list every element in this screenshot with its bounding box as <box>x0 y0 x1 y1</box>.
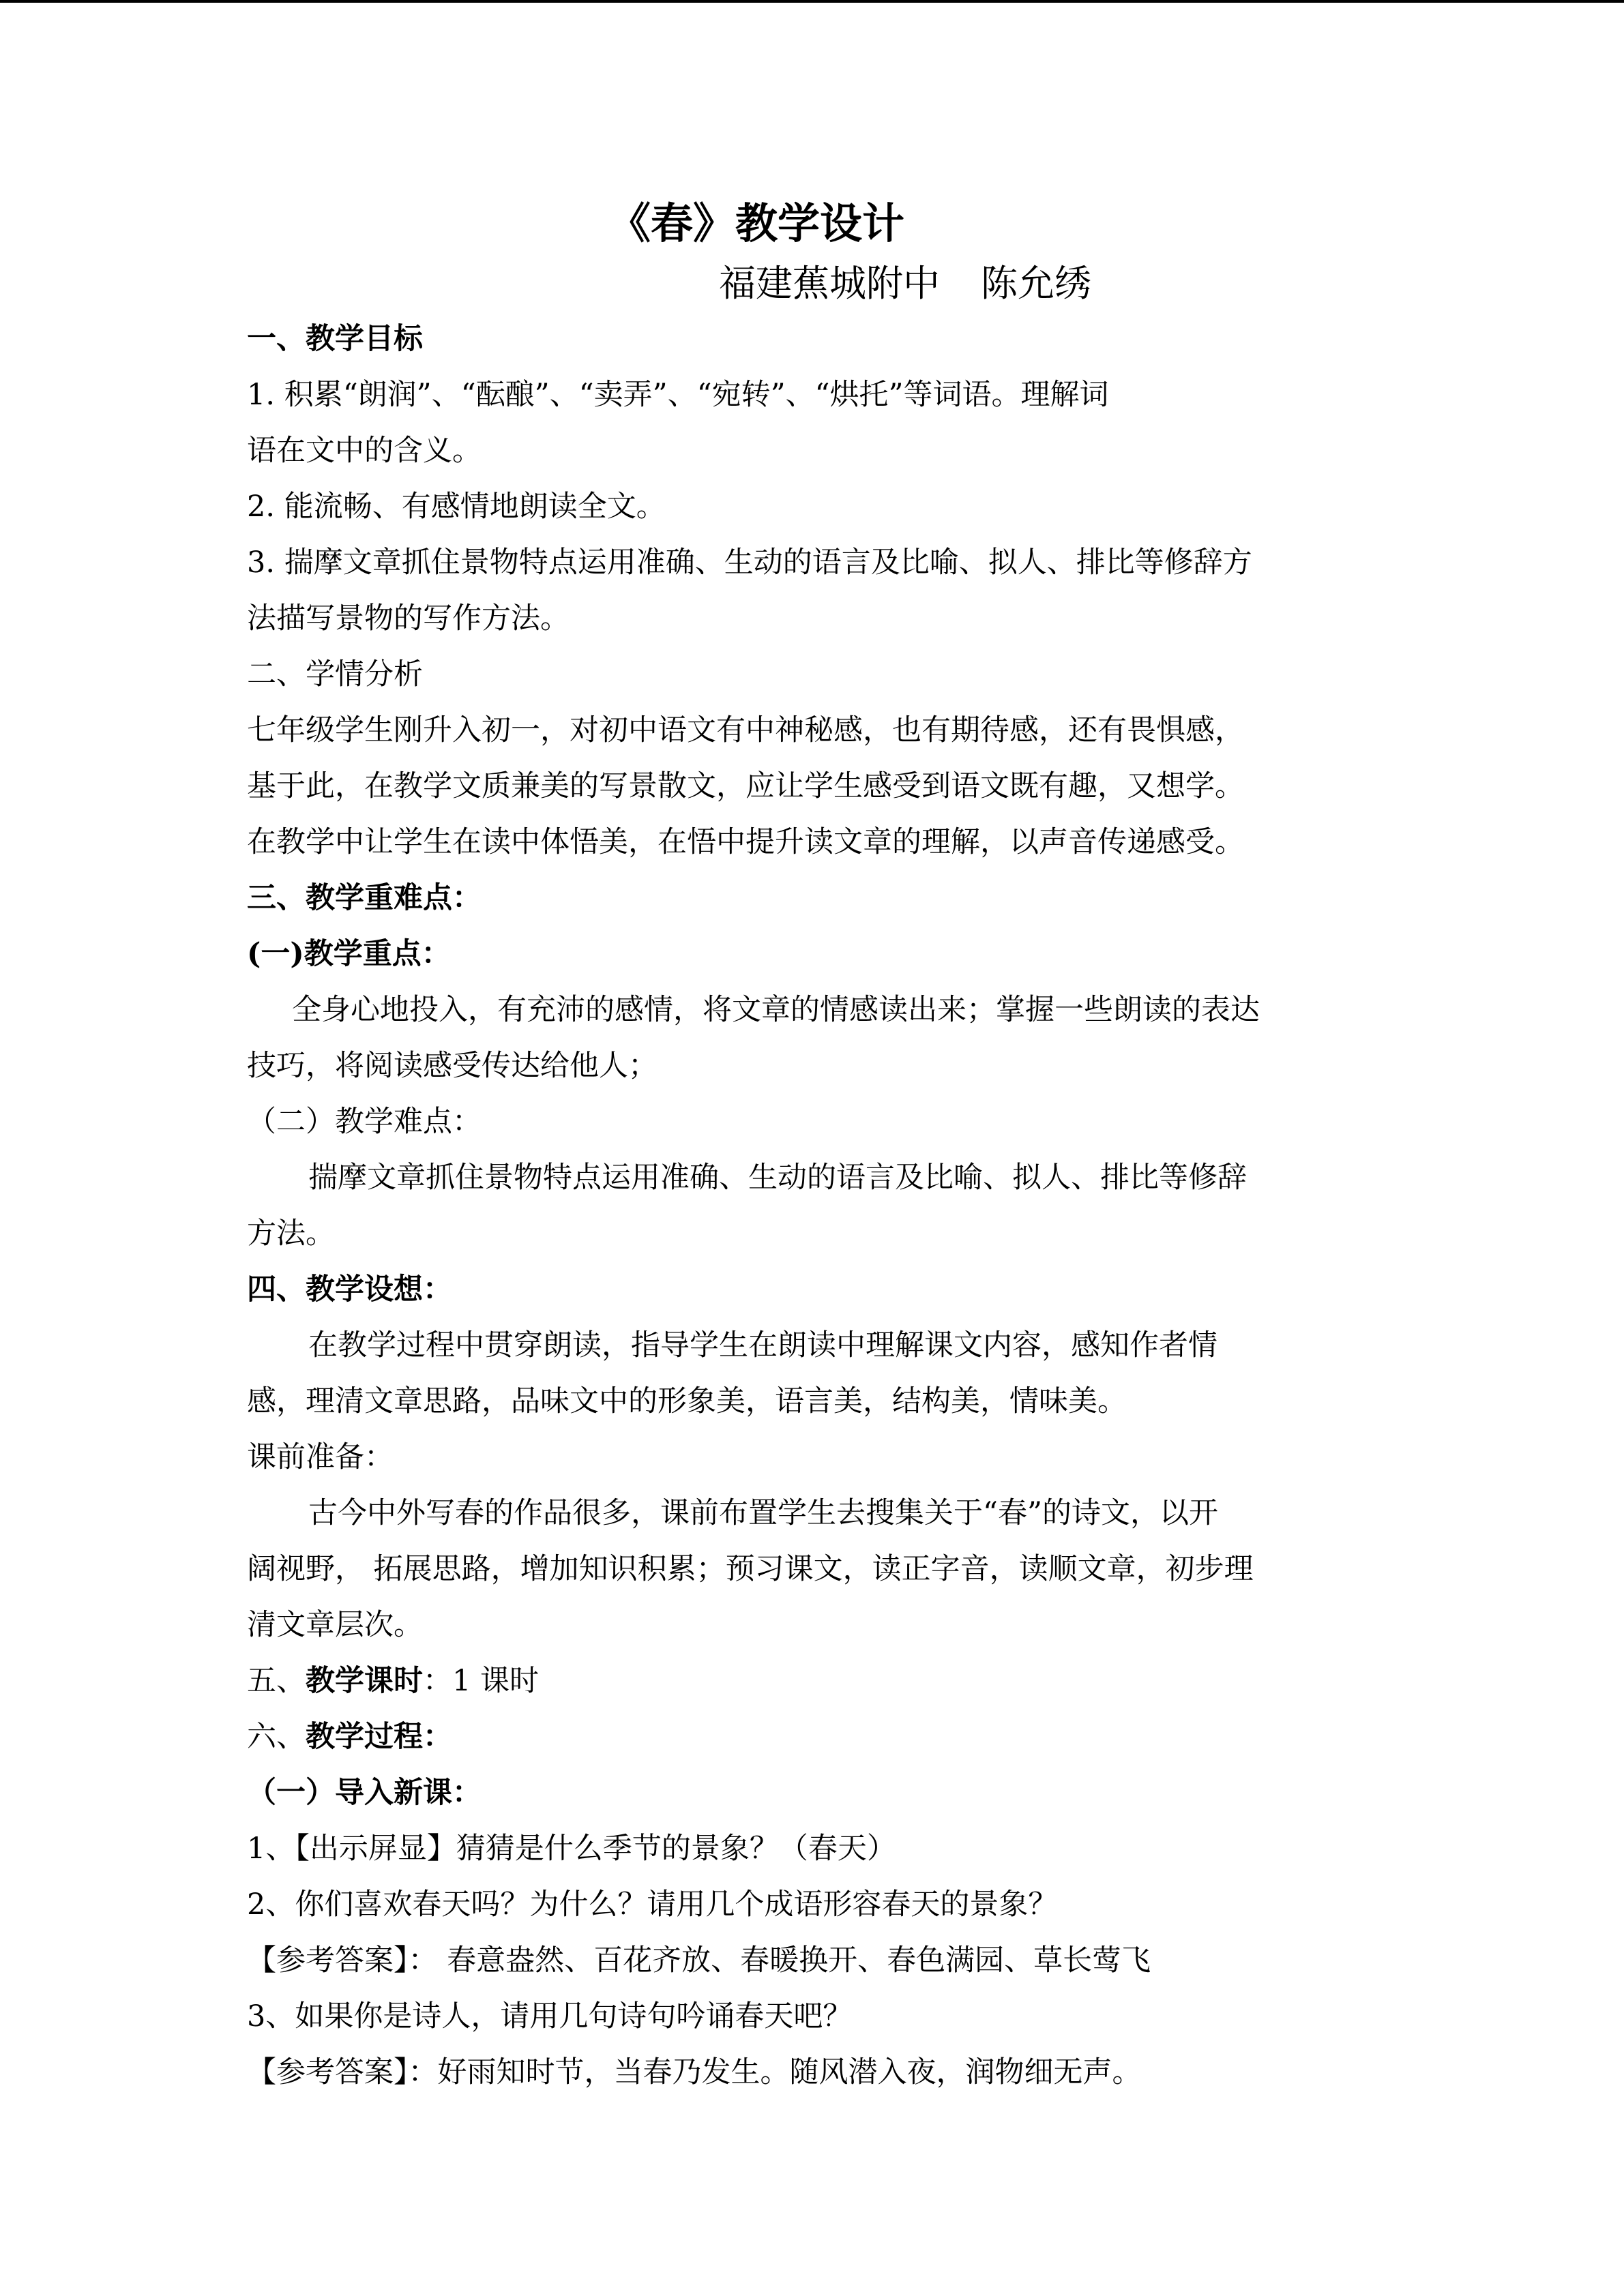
answer-3: 【参考答案】：好雨知时节，当春乃发生。随风潜入夜，润物细无声。 <box>247 2055 1142 2089</box>
goal-3-line-2: 法描写景物的写作方法。 <box>247 601 570 636</box>
prep-line-3: 清文章层次。 <box>247 1608 423 1642</box>
section-heading-keypoints: 三、教学重难点： <box>247 881 482 915</box>
hours-label: 教学课时 <box>306 1664 423 1698</box>
key-line-1: 全身心地投入，有充沛的感情，将文章的情感读出来；掌握一些朗读的表达 <box>292 993 1260 1027</box>
prep-line-2: 阔视野， 拓展思路，增加知识积累；预习课文，读正字音，读顺文章，初步理 <box>247 1552 1254 1586</box>
author-name: 陈允绣 <box>981 262 1091 305</box>
goal-1-line-2: 语在文中的含义。 <box>247 434 482 468</box>
analysis-line-3: 在教学中让学生在读中体悟美，在悟中提升读文章的理解，以声音传递感受。 <box>247 825 1244 859</box>
difficult-line-2: 方法。 <box>247 1217 335 1251</box>
question-3: 3、如果你是诗人，请用几句诗句吟诵春天吧？ <box>247 1999 853 2033</box>
section-heading-process <box>247 1709 1379 1765</box>
analysis-line-1: 七年级学生刚升入初一，对初中语文有中神秘感，也有期待感，还有畏惧感， <box>247 713 1244 747</box>
prep-line-1: 古今中外写春的作品很多，课前布置学生去搜集关于“春”的诗文，以开 <box>308 1496 1218 1530</box>
prep-heading: 课前准备： <box>247 1440 394 1474</box>
goal-2: 2. 能流畅、有感情地朗读全文。 <box>247 490 666 524</box>
key-line-2: 技巧，将阅读感受传达给他人； <box>247 1049 658 1083</box>
document-page <box>247 191 1379 2100</box>
hours-prefix: 五、 <box>247 1664 306 1698</box>
idea-line-2: 感，理清文章思路，品味文中的形象美，语言美，结构美，情味美。 <box>247 1384 1127 1418</box>
hours-value: ：1 课时 <box>423 1664 540 1698</box>
subheading-key: (一)教学重点： <box>247 937 451 971</box>
goal-3-line-1: 3. 揣摩文章抓住景物特点运用准确、生动的语言及比喻、拟人、排比等修辞方 <box>247 546 1252 580</box>
section-heading-idea: 四、教学设想： <box>247 1272 452 1307</box>
answer-2: 【参考答案】： 春意盎然、百花齐放、春暖换开、春色满园、草长莺飞 <box>247 1943 1151 1978</box>
difficult-line-1: 揣摩文章抓住景物特点运用准确、生动的语言及比喻、拟人、排比等修辞 <box>308 1161 1247 1195</box>
author-line <box>719 256 1379 311</box>
subheading-difficult: （二）教学难点： <box>247 1105 482 1139</box>
subheading-intro: （一）导入新课： <box>247 1776 482 1810</box>
section-heading-goals: 一、教学目标 <box>247 322 423 356</box>
question-1: 1、【出示屏显】猜猜是什么季节的景象？（春天） <box>247 1832 896 1866</box>
goal-1-line-1: 1. 积累“朗润”、“酝酿”、“卖弄”、“宛转”、“烘托”等词语。理解词 <box>247 378 1109 412</box>
process-label: 教学过程： <box>306 1720 452 1754</box>
top-border-line <box>0 0 1624 3</box>
idea-line-1: 在教学过程中贯穿朗读，指导学生在朗读中理解课文内容，感知作者情 <box>308 1328 1217 1362</box>
author-school: 福建蕉城附中 <box>719 262 940 305</box>
document-title: 《春》教学设计 <box>608 198 905 248</box>
question-2: 2、你们喜欢春天吗？为什么？请用几个成语形容春天的景象？ <box>247 1888 1058 1922</box>
process-prefix: 六、 <box>247 1720 306 1754</box>
section-heading-analysis: 二、学情分析 <box>247 657 423 691</box>
analysis-line-2: 基于此，在教学文质兼美的写景散文，应让学生感受到语文既有趣，又想学。 <box>247 769 1244 803</box>
section-heading-hours <box>247 1653 1379 1709</box>
